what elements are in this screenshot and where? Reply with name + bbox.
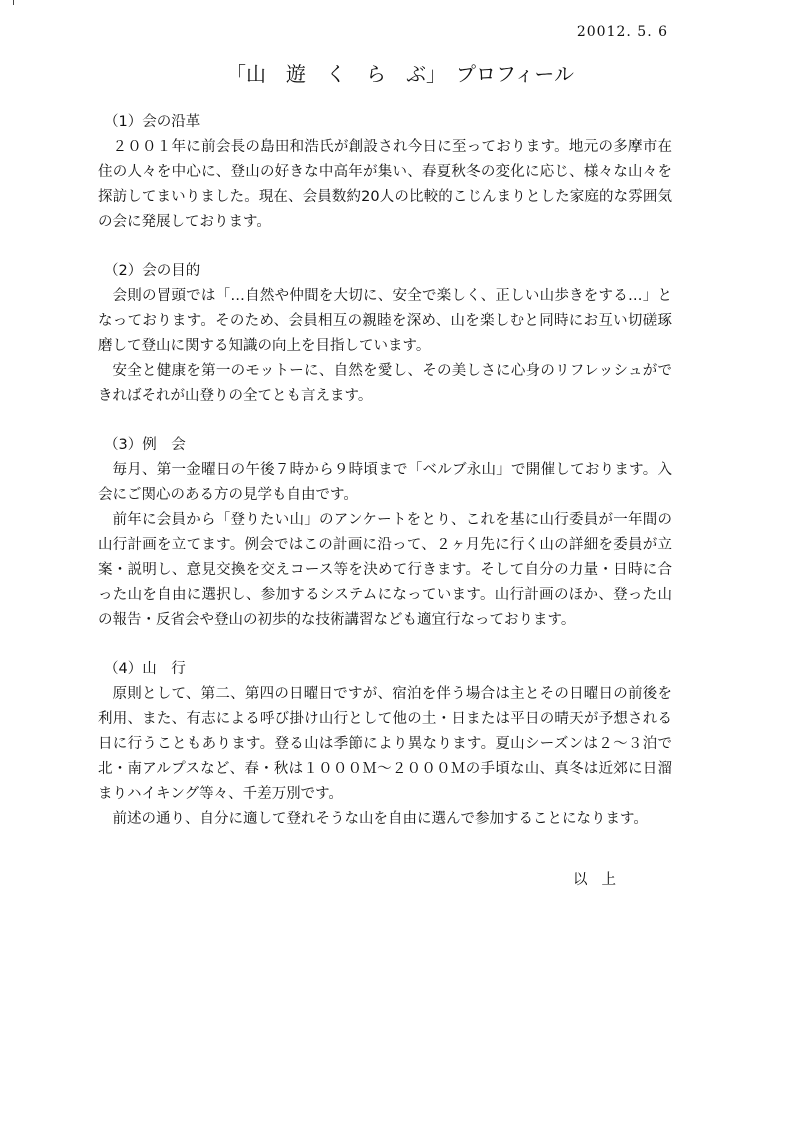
section-heading: （1）会の沿革 <box>104 114 201 130</box>
paragraph: 前述の通り、自分に適して登れそうな山を自由に選んで参加することになります。 <box>112 811 648 827</box>
corner-mark <box>13 0 14 5</box>
paragraph: 安全と健康を第一のモットーに、自然を愛し、その美しさに心身のリフレッシュができればそれが山登りの全てとも言えます。 <box>98 363 672 404</box>
paragraph: 前年に会員から「登りたい山」のアンケートをとり、これを基に山行委員が一年間の山行計画を立てます。例会ではこの計画に沿って、２ヶ月先に行く山の詳細を委員が立案・説明し、意見交換を交えコース等を決めて行きます。そして自分の力量・日時に合った山を自由に選択し、参加するシステムになっています。山行計画のほか、登った山の報告・反省会や登山の初歩的な技術講習なども適宜行なっております。 <box>98 512 672 628</box>
section-heading: （3）例 会 <box>104 437 186 453</box>
section-heading: （2）会の目的 <box>104 263 201 279</box>
closing-mark: 以上 <box>573 872 630 888</box>
paragraph: 原則として、第二、第四の日曜日ですが、宿泊を伴う場合は主とその日曜日の前後を利用、また、有志による呼び掛け山行として他の土・日または平日の晴天が予想される日に行うこともあります。登る山は季節により異なります。夏山シーズンは２～３泊で北・南アルプスなど、春・秋は１０００Ｍ～２０００Ｍの手頃な山、真冬は近郊に日溜まりハイキング等々、千差万別です。 <box>98 686 672 802</box>
section-heading: （4）山 行 <box>104 661 186 677</box>
document-body <box>98 110 672 856</box>
paragraph: 会則の冒頭では「…自然や仲間を大切に、安全で楽しく、正しい山歩きをする…」となっております。そのため、会員相互の親睦を深め、山を楽しむと同時にお互い切磋琢磨して登山に関する知識の向上を目指しています。 <box>98 288 672 354</box>
section-history <box>98 110 672 235</box>
section-meetings <box>98 433 672 633</box>
document-date: 20012. 5. 6 <box>576 24 668 40</box>
section-purpose <box>98 259 672 409</box>
paragraph: ２００１年に前会長の島田和浩氏が創設され今日に至っております。地元の多摩市在住の人々を中心に、登山の好きな中高年が集い、春夏秋冬の変化に応じ、様々な山々を探訪してまいりました。現在、会員数約20人の比較的こじんまりとした家庭的な雰囲気の会に発展しております。 <box>98 139 672 230</box>
paragraph: 毎月、第一金曜日の午後７時から９時頃まで「ベルブ永山」で開催しております。入会にご関心のある方の見学も自由です。 <box>98 462 672 503</box>
section-climbing <box>98 657 672 832</box>
document-title: 「山 遊 く ら ぶ」 プロフィール <box>226 62 574 86</box>
